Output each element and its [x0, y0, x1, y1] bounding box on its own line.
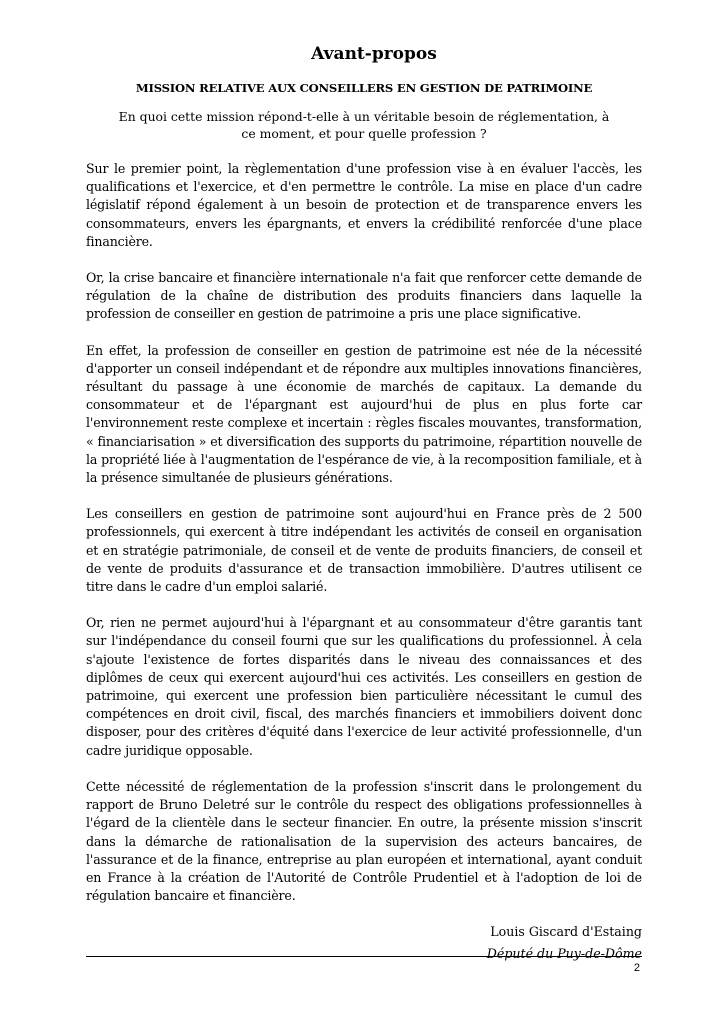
paragraph: Or, rien ne permet aujourd'hui à l'épargnant et au consommateur d'être garantis tant sur l'indépendance du conseil fourni que sur les qualifications du professionnel. À cela s'ajoute l'existence de fortes disparités dans le niveau des connaissances et des diplômes de ceux qui exercent aujourd'hui ces activités. Les conseillers en gestion de patrimoine, qui exercent une profession bien particulière nécessitant le cumul des compétences en droit civil, fiscal, des marchés financiers et immobiliers doivent donc disposer, pour des critères d'équité dans l'exercice de leur activité professionnelle, d'un cadre juridique opposable.	[86, 615, 642, 758]
paragraph: Sur le premier point, la règlementation d'une profession vise à en évaluer l'accès, les qualifications et l'exercice, et d'en permettre le contrôle. La mise en place d'un cadre législatif répond également à un besoin de protection et de transparence envers les consommateurs, envers les épargnants, et envers la crédibilité renforcée d'une place financière.	[86, 161, 642, 249]
signature-name: Louis Giscard d'Estaing	[490, 924, 642, 940]
paragraph: En effet, la profession de conseiller en gestion de patrimoine est née de la nécessité d'apporter un conseil indépendant et de répondre aux multiples innovations financières, résultant du passage à une économie de marchés de capitaux. La demande du consommateur et de l'épargnant est aujourd'hui de plus en plus forte car l'environnement reste complexe et incertain : règles fiscales mouvantes, transformation, « financiarisation » et diversification des supports du patrimoine, répartition nouvelle de la propriété liée à l'augmentation de l'espérance de vie, à la recomposition familiale, et à la présence simultanée de plusieurs générations.	[86, 342, 642, 486]
paragraph: Or, la crise bancaire et financière internationale n'a fait que renforcer cette demande de régulation de la chaîne de distribution des produits financiers dans laquelle la profession de conseiller en gestion de patrimoine a pris une place significative.	[86, 270, 642, 322]
page-number: 2	[633, 962, 640, 974]
mission-subtitle: MISSION RELATIVE AUX CONSEILLERS EN GESTION DE PATRIMOINE	[135, 81, 593, 95]
mission-question: En quoi cette mission répond-t-elle à un véritable besoin de réglementation, à ce moment, et pour quelle profession ?	[118, 109, 610, 141]
page-title: Avant-propos	[311, 44, 437, 64]
document-page	[86, 44, 642, 963]
paragraph: Cette nécessité de réglementation de la profession s'inscrit dans le prolongement du rapport de Bruno Deletré sur le contrôle du respect des obligations professionnelles à l'égard de la clientèle dans le secteur financier. En outre, la présente mission s'inscrit dans la démarche de rationalisation de la supervision des acteurs bancaires, de l'assurance et de la finance, entreprise au plan européen et international, ayant conduit en France à la création de l'Autorité de Contrôle Prudentiel et à l'adoption de loi de régulation bancaire et financière.	[86, 778, 642, 904]
signature-role: Député du Puy-de-Dôme	[486, 946, 642, 962]
footer-divider	[86, 956, 642, 957]
paragraph: Les conseillers en gestion de patrimoine sont aujourd'hui en France près de 2 500 professionnels, qui exercent à titre indépendant les activités de conseil en organisation et en stratégie patrimoniale, de conseil et de vente de produits financiers, de conseil et de vente de produits d'assurance et de transaction immobilière. D'autres utilisent ce titre dans le cadre d'un emploi salarié.	[86, 506, 642, 595]
